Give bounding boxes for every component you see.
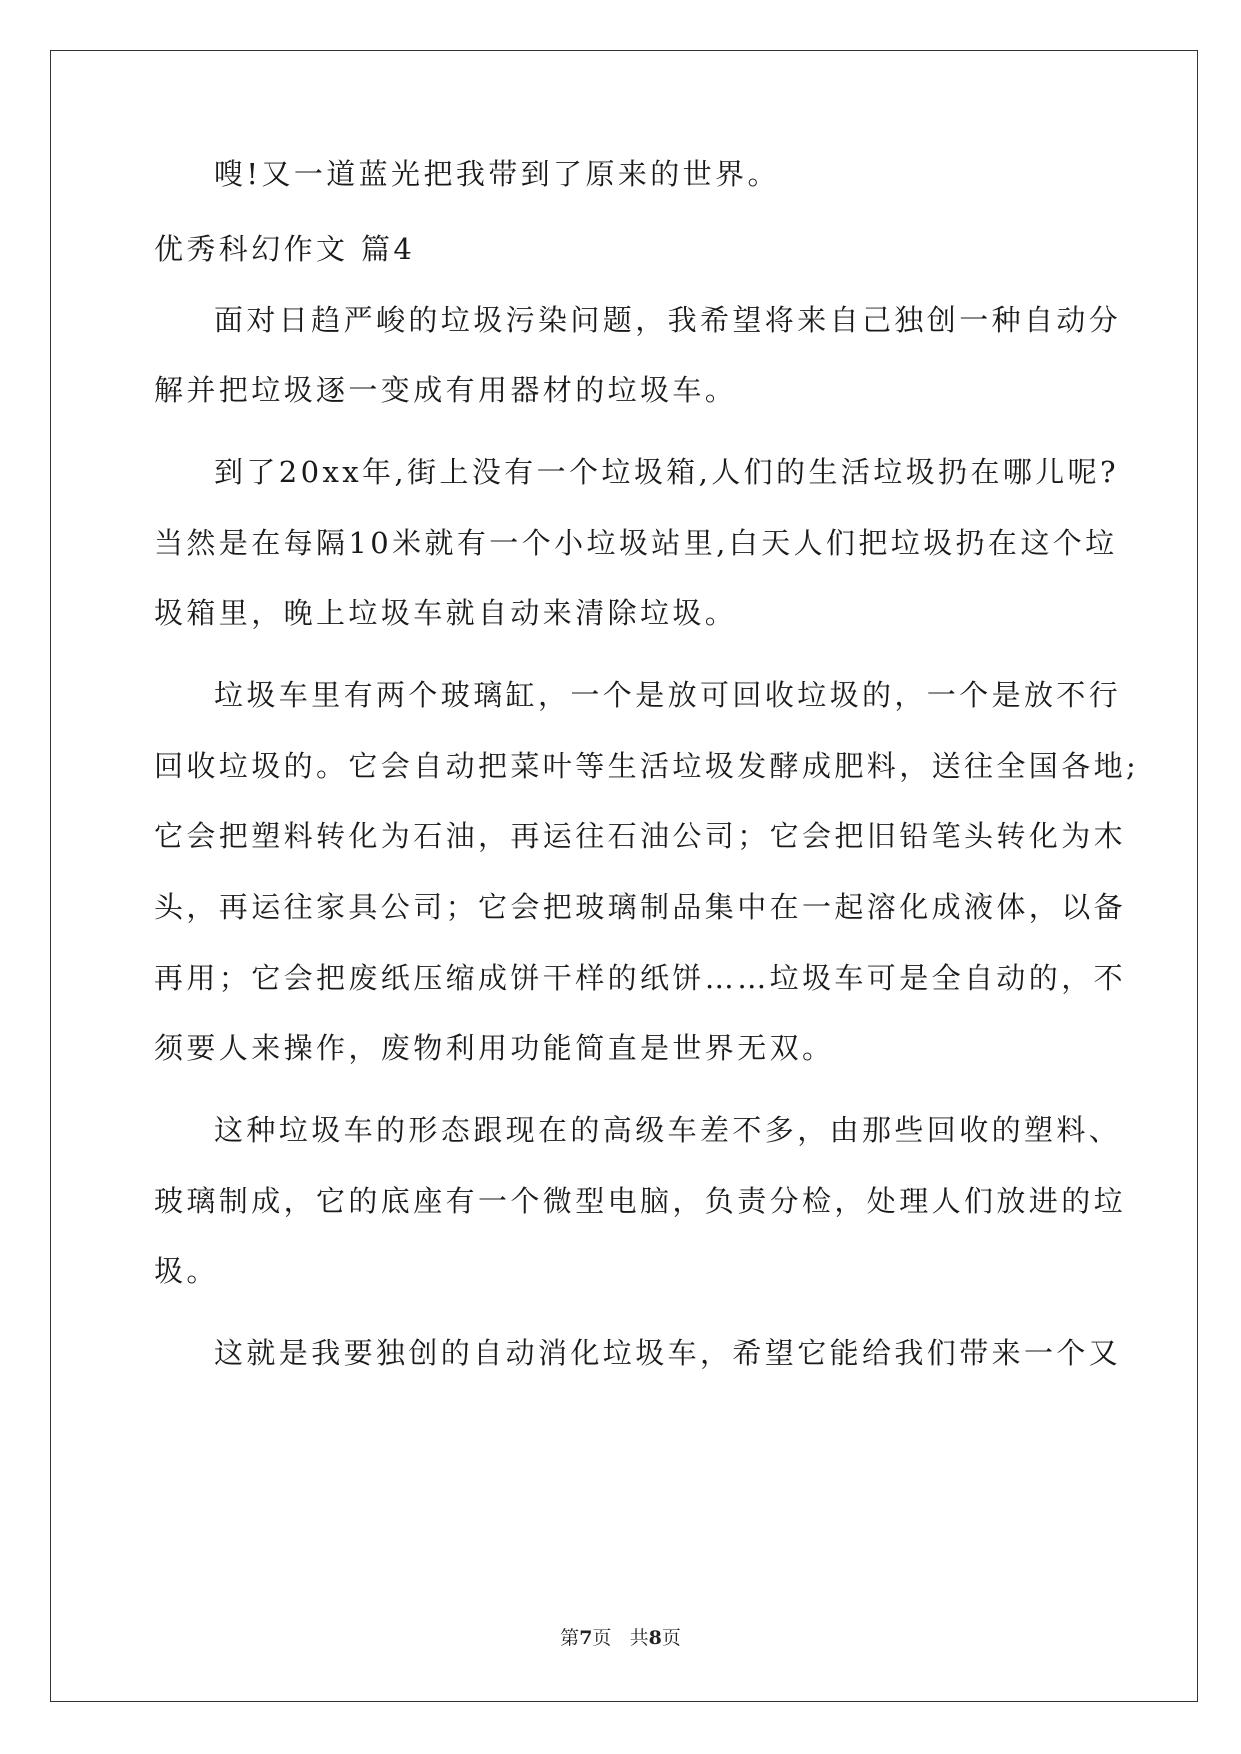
paragraph-line: 玻璃制成，它的底座有一个微型电脑，负责分检，处理人们放进的垃 [154,1184,1127,1218]
footer-suffix: 页 [592,1627,612,1649]
total-pages-number: 8 [648,1627,662,1649]
paragraph-line: 当然是在每隔10米就有一个小垃圾站里,白天人们把垃圾扔在这个垃 [154,526,1118,560]
page-footer [0,1626,1241,1650]
paragraph-line: 面对日趋严峻的垃圾污染问题，我希望将来自己独创一种自动分 [214,303,1122,337]
paragraph-line: 再用；它会把废纸压缩成饼干样的纸饼……垃圾车可是全自动的，不 [154,961,1127,995]
current-page-number: 7 [579,1627,593,1649]
paragraph-line: 这种垃圾车的形态跟现在的高级车差不多，由那些回收的塑料、 [214,1113,1122,1147]
paragraph-line: 这就是我要独创的自动消化垃圾车，希望它能给我们带来一个又 [214,1336,1122,1370]
footer-prefix: 第 [560,1627,580,1649]
paragraph-line: 嗖!又一道蓝光把我带到了原来的世界。 [214,157,780,191]
paragraph-line: 圾。 [154,1254,219,1288]
paragraph-line: 头，再运往家具公司；它会把玻璃制品集中在一起溶化成液体，以备 [154,890,1127,924]
section-heading: 优秀科幻作文 篇4 [154,232,416,266]
paragraph-line: 垃圾车里有两个玻璃缸，一个是放可回收垃圾的，一个是放不行 [214,678,1122,712]
paragraph-line: 它会把塑料转化为石油，再运往石油公司；它会把旧铅笔头转化为木 [154,819,1127,853]
footer-total-prefix: 共 [629,1627,649,1649]
paragraph-line: 回收垃圾的。它会自动把菜叶等生活垃圾发酵成肥料，送往全国各地; [154,749,1140,783]
page-border [50,50,1198,1702]
paragraph-line: 须要人来操作，废物利用功能简直是世界无双。 [154,1031,835,1065]
paragraph-line: 圾箱里，晚上垃圾车就自动来清除垃圾。 [154,596,738,630]
footer-total-suffix: 页 [661,1627,681,1649]
paragraph-line: 解并把垃圾逐一变成有用器材的垃圾车。 [154,373,738,407]
paragraph-line: 到了20xx年,街上没有一个垃圾箱,人们的生活垃圾扔在哪儿呢? [214,455,1119,489]
